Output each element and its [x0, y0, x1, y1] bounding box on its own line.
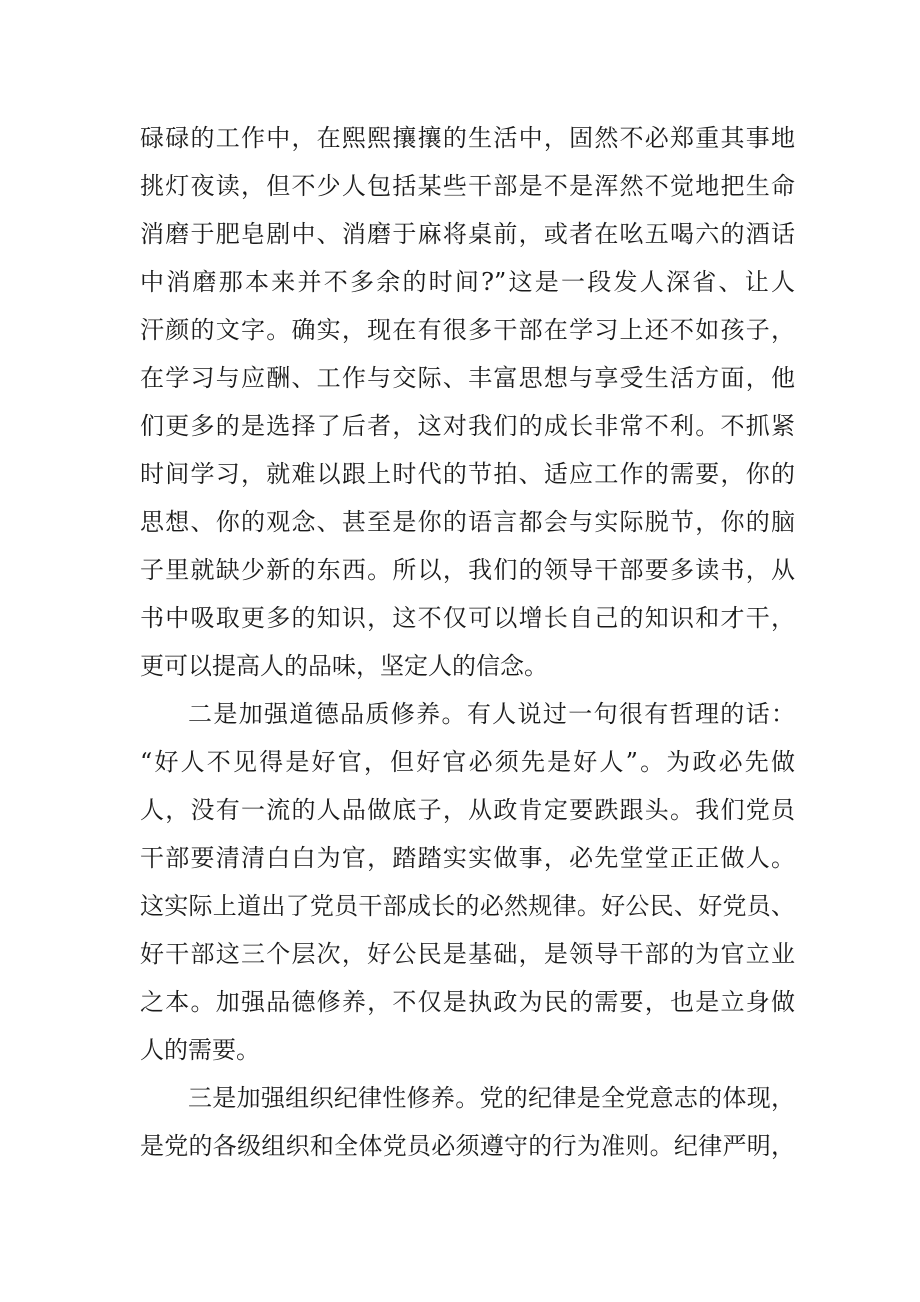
text-line: “好人不见得是好官，但好官必须先是好人”。为政必先做: [140, 748, 795, 776]
text-line: 人的需要。: [140, 1036, 260, 1064]
text-line: 消磨于肥皂剧中、消磨于麻将桌前，或者在吆五喝六的酒话: [140, 220, 795, 248]
text-line: 三是加强组织纪律性修养。党的纪律是全党意志的体现，: [188, 1084, 795, 1112]
text-line: 们更多的是选择了后者，这对我们的成长非常不利。不抓紧: [140, 412, 795, 440]
text-line: 思想、你的观念、甚至是你的语言都会与实际脱节，你的脑: [140, 508, 795, 536]
paragraph: [140, 114, 795, 690]
text-line: 二是加强道德品质修养。有人说过一句很有哲理的话：: [188, 700, 795, 728]
text-line: 挑灯夜读，但不少人包括某些干部是不是浑然不觉地把生命: [140, 172, 795, 200]
text-line: 在学习与应酬、工作与交际、丰富思想与享受生活方面，他: [140, 364, 795, 392]
text-line: 干部要清清白白为官，踏踏实实做事，必先堂堂正正做人。: [140, 844, 795, 872]
text-line: 人，没有一流的人品做底子，从政肯定要跌跟头。我们党员: [140, 796, 795, 824]
text-line: 碌碌的工作中，在熙熙攘攘的生活中，固然不必郑重其事地: [140, 124, 795, 152]
text-line: 是党的各级组织和全体党员必须遵守的行为准则。纪律严明，: [140, 1132, 795, 1160]
paragraph: [140, 1074, 795, 1170]
text-line: 时间学习，就难以跟上时代的节拍、适应工作的需要，你的: [140, 460, 795, 488]
text-line: 好干部这三个层次，好公民是基础，是领导干部的为官立业: [140, 940, 795, 968]
paragraph: [140, 690, 795, 1074]
text-line: 这实际上道出了党员干部成长的必然规律。好公民、好党员、: [140, 892, 795, 920]
document-body: [140, 114, 795, 1170]
text-line: 之本。加强品德修养，不仅是执政为民的需要，也是立身做: [140, 988, 795, 1016]
text-line: 汗颜的文字。确实，现在有很多干部在学习上还不如孩子，: [140, 316, 795, 344]
text-line: 更可以提高人的品味，坚定人的信念。: [140, 652, 548, 680]
text-line: 书中吸取更多的知识，这不仅可以增长自己的知识和才干，: [140, 604, 795, 632]
text-line: 子里就缺少新的东西。所以，我们的领导干部要多读书，从: [140, 556, 795, 584]
text-line: 中消磨那本来并不多余的时间?”这是一段发人深省、让人: [140, 268, 795, 296]
